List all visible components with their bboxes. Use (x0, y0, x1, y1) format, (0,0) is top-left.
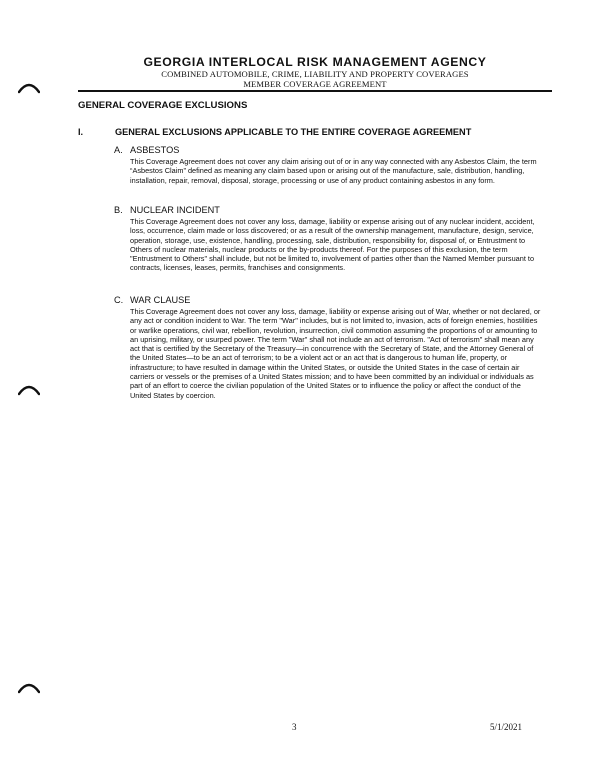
coverage-subtitle: COMBINED AUTOMOBILE, CRIME, LIABILITY AND PROPERTY COVERAGES (161, 69, 469, 79)
revision-date: 5/1/2021 (490, 722, 523, 732)
exclusion-heading (114, 205, 544, 216)
page-number: 3 (292, 722, 297, 732)
exclusion-letter: A. (114, 145, 123, 155)
binder-hole-mark-top (18, 80, 40, 94)
exclusion-letter: C. (114, 295, 124, 305)
part-title: GENERAL EXCLUSIONS APPLICABLE TO THE ENTIRE COVERAGE AGREEMENT (115, 127, 472, 137)
part-number: I. (78, 127, 84, 137)
exclusion-war-clause (114, 295, 544, 400)
exclusion-body: This Coverage Agreement does not cover any loss, damage, liability or expense arising out of any nuclear incident, accident, loss, occurrence, claim made or loss discovered; or as a result of the ownership management, manufacture, design, service, operation, storage, use, existence, handling, processing, sale, distribution, responsibility for, disposal of, or Entrustment to Others of nuclear materials, nuclear products or the by-products thereof. For the purposes of this exclusion, the term "Entrustment to Others" shall include, but not be limited to, involvement of parties other than the Named Member pursuant to contracts, licenses, leases, permits, franchises and consignments. (130, 217, 535, 273)
binder-hole-mark-bottom (18, 680, 40, 694)
exclusion-title: ASBESTOS (130, 145, 180, 155)
exclusion-heading (114, 145, 544, 156)
header-rule (78, 90, 552, 92)
exclusion-heading (114, 295, 544, 306)
exclusion-asbestos (114, 145, 544, 185)
agreement-subtitle: MEMBER COVERAGE AGREEMENT (243, 79, 387, 89)
document-header (78, 55, 552, 89)
exclusion-letter: B. (114, 205, 123, 215)
exclusion-nuclear-incident (114, 205, 544, 273)
agency-title: GEORGIA INTERLOCAL RISK MANAGEMENT AGENCY (143, 55, 487, 69)
section-title: GENERAL COVERAGE EXCLUSIONS (78, 100, 248, 111)
exclusion-body: This Coverage Agreement does not cover any claim arising out of or in any way connected with any Asbestos Claim, the term “Asbestos Claim” defined as meaning any claim based upon or arising out of the manufacture, sale, distribution, handling, installation, repair, removal, disposal, storage, processing or use of any product containing asbestos in any form. (130, 157, 537, 185)
exclusion-body: This Coverage Agreement does not cover any loss, damage, liability or expense arising out of War, whether or not declared, or any act or condition incident to War. The term "War" includes, but is not limited to, invasion, acts of foreign enemies, hostilities or warlike operations, civil war, rebellion, revolution, insurrection, civil commotion assuming the proportions of or amounting to an uprising, military, or usurped power. The term "War" shall not include an act of terrorism. "Act of terrorism" shall mean any act that is certified by the Secretary of the Treasury—in concurrence with the Secretary of State, and the Attorney General of the United States—to be an act of terrorism; to be a violent act or an act that is dangerous to human life, property, or infrastructure; to have resulted in damage within the United States, or outside the United States in the case of certain air carriers or vessels or the premises of a United States mission; and to have been committed by an individual or individuals as part of an effort to coerce the civilian population of the United States or to influence the policy or affect the conduct of the United States by coercion. (130, 307, 541, 400)
exclusion-title: NUCLEAR INCIDENT (130, 205, 220, 215)
exclusion-title: WAR CLAUSE (130, 295, 191, 305)
binder-hole-mark-middle (18, 382, 40, 396)
